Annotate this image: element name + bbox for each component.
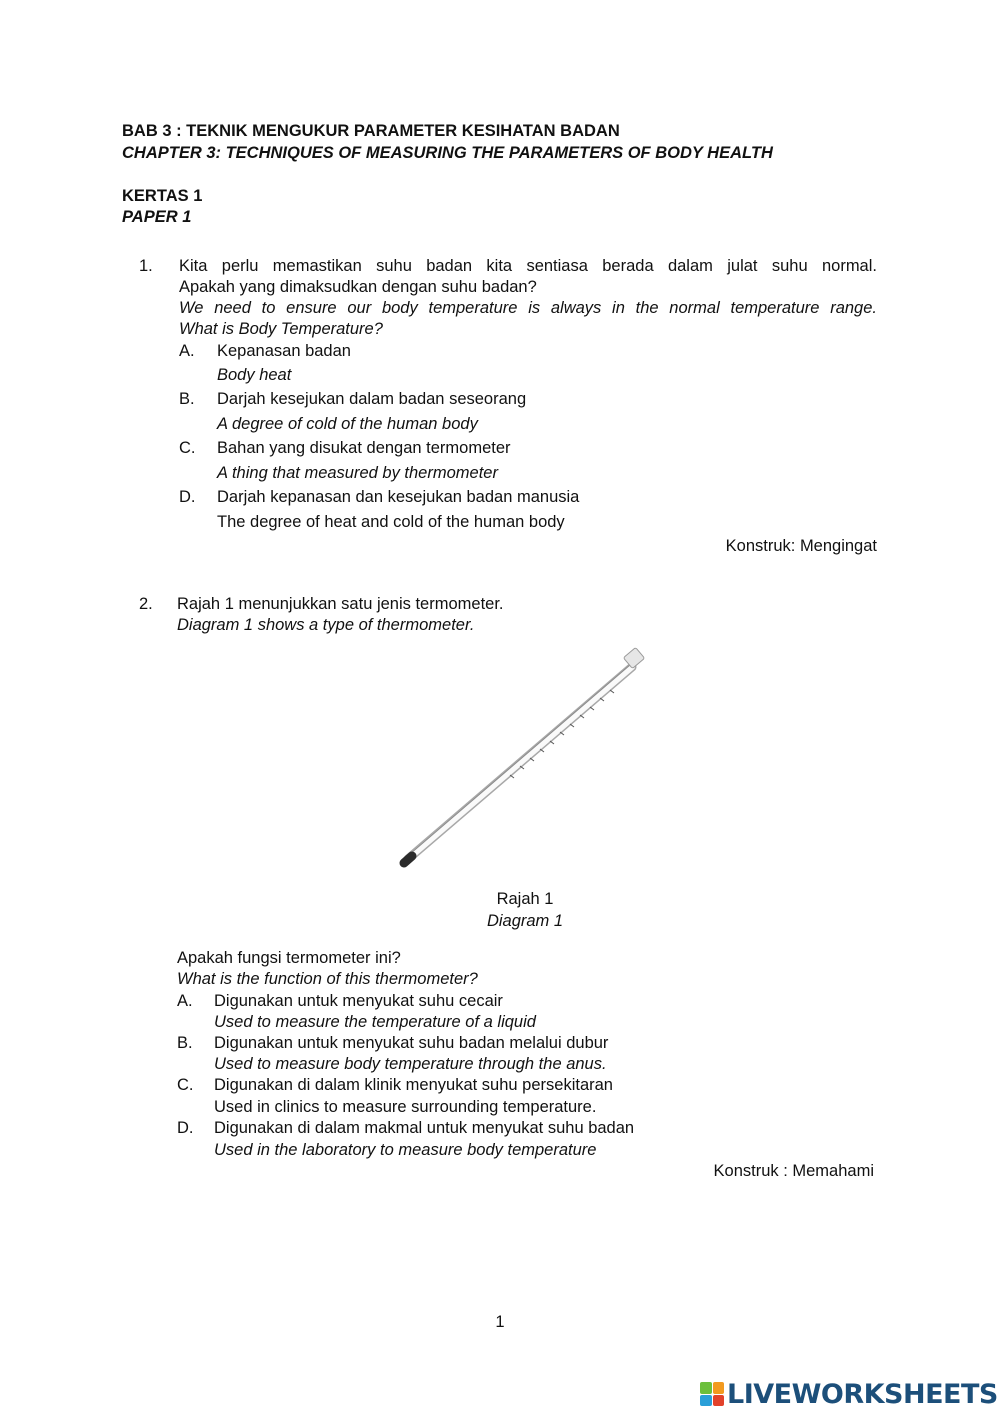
option-text-en: A thing that measured by thermometer	[217, 464, 498, 482]
option-text-ms: Darjah kepanasan dan kesejukan badan manusia	[217, 488, 580, 506]
option-text-ms: Darjah kesejukan dalam badan seseorang	[217, 390, 527, 408]
construct-label: Konstruk: Mengingat	[725, 537, 877, 555]
page-number: 1	[495, 1313, 505, 1331]
option-text-ms: Bahan yang disukat dengan termometer	[217, 439, 511, 457]
option-text-ms: Digunakan untuk menyukat suhu badan melalui dubur	[214, 1034, 609, 1052]
option-letter: D.	[179, 488, 196, 506]
question-stem-ms: Rajah 1 menunjukkan satu jenis termometer.	[177, 595, 504, 613]
option-letter: B.	[177, 1034, 193, 1052]
thermometer-cap	[623, 647, 644, 668]
diagram-caption-en: Diagram 1	[486, 912, 564, 930]
option-letter: A.	[177, 992, 193, 1010]
option-text-en: Body heat	[217, 366, 292, 384]
liveworksheets-logo[interactable]	[700, 1377, 998, 1411]
option-text-ms: Digunakan di dalam klinik menyukat suhu persekitaran	[214, 1076, 613, 1094]
option-text-en: The degree of heat and cold of the human body	[217, 513, 565, 531]
paper-label-ms: KERTAS 1	[122, 187, 203, 205]
option-letter: A.	[179, 342, 195, 360]
option-text-en: Used in the laboratory to measure body temperature	[214, 1141, 597, 1159]
question-number: 2.	[139, 595, 153, 613]
question-prompt-en: What is the function of this thermometer?	[177, 970, 478, 988]
chapter-title-en: CHAPTER 3: TECHNIQUES OF MEASURING THE PARAMETERS OF BODY HEALTH	[122, 144, 773, 162]
option-letter: B.	[179, 390, 195, 408]
construct-label: Konstruk : Memahami	[713, 1162, 874, 1180]
paper-label-en: PAPER 1	[122, 208, 192, 226]
option-text-ms: Digunakan di dalam makmal untuk menyukat suhu badan	[214, 1119, 635, 1137]
diagram-caption-ms: Rajah 1	[496, 890, 554, 908]
question-number: 1.	[139, 257, 153, 275]
liveworksheets-logo-icon	[700, 1382, 724, 1406]
question-prompt-ms: Apakah fungsi termometer ini?	[177, 949, 401, 967]
option-text-ms: Kepanasan badan	[217, 342, 351, 360]
option-text-en: Used to measure the temperature of a liquid	[214, 1013, 536, 1031]
option-text-en: Used to measure body temperature through the anus.	[214, 1055, 607, 1073]
option-text-en: Used in clinics to measure surrounding temperature.	[214, 1098, 597, 1116]
question-stem-ms: Kita perlu memastikan suhu badan kita sentiasa berada dalam julat suhu normal.	[179, 257, 877, 275]
liveworksheets-logo-text: LIVEWORKSHEETS	[727, 1378, 998, 1410]
option-letter: C.	[177, 1076, 194, 1094]
thermometer-bulb	[404, 856, 412, 863]
thermometer-scale	[510, 690, 614, 778]
option-text-ms: Digunakan untuk menyukat suhu cecair	[214, 992, 503, 1010]
question-stem-en: What is Body Temperature?	[179, 320, 383, 338]
chapter-title-ms: BAB 3 : TEKNIK MENGUKUR PARAMETER KESIHATAN BADAN	[122, 122, 620, 140]
option-letter: D.	[177, 1119, 194, 1137]
option-text-en: A degree of cold of the human body	[217, 415, 478, 433]
question-stem-en: We need to ensure our body temperature is always in the normal temperature range.	[179, 299, 877, 317]
thermometer-image	[390, 645, 660, 875]
question-stem-en: Diagram 1 shows a type of thermometer.	[177, 616, 475, 634]
option-letter: C.	[179, 439, 196, 457]
question-stem-ms: Apakah yang dimaksudkan dengan suhu badan?	[179, 278, 537, 296]
